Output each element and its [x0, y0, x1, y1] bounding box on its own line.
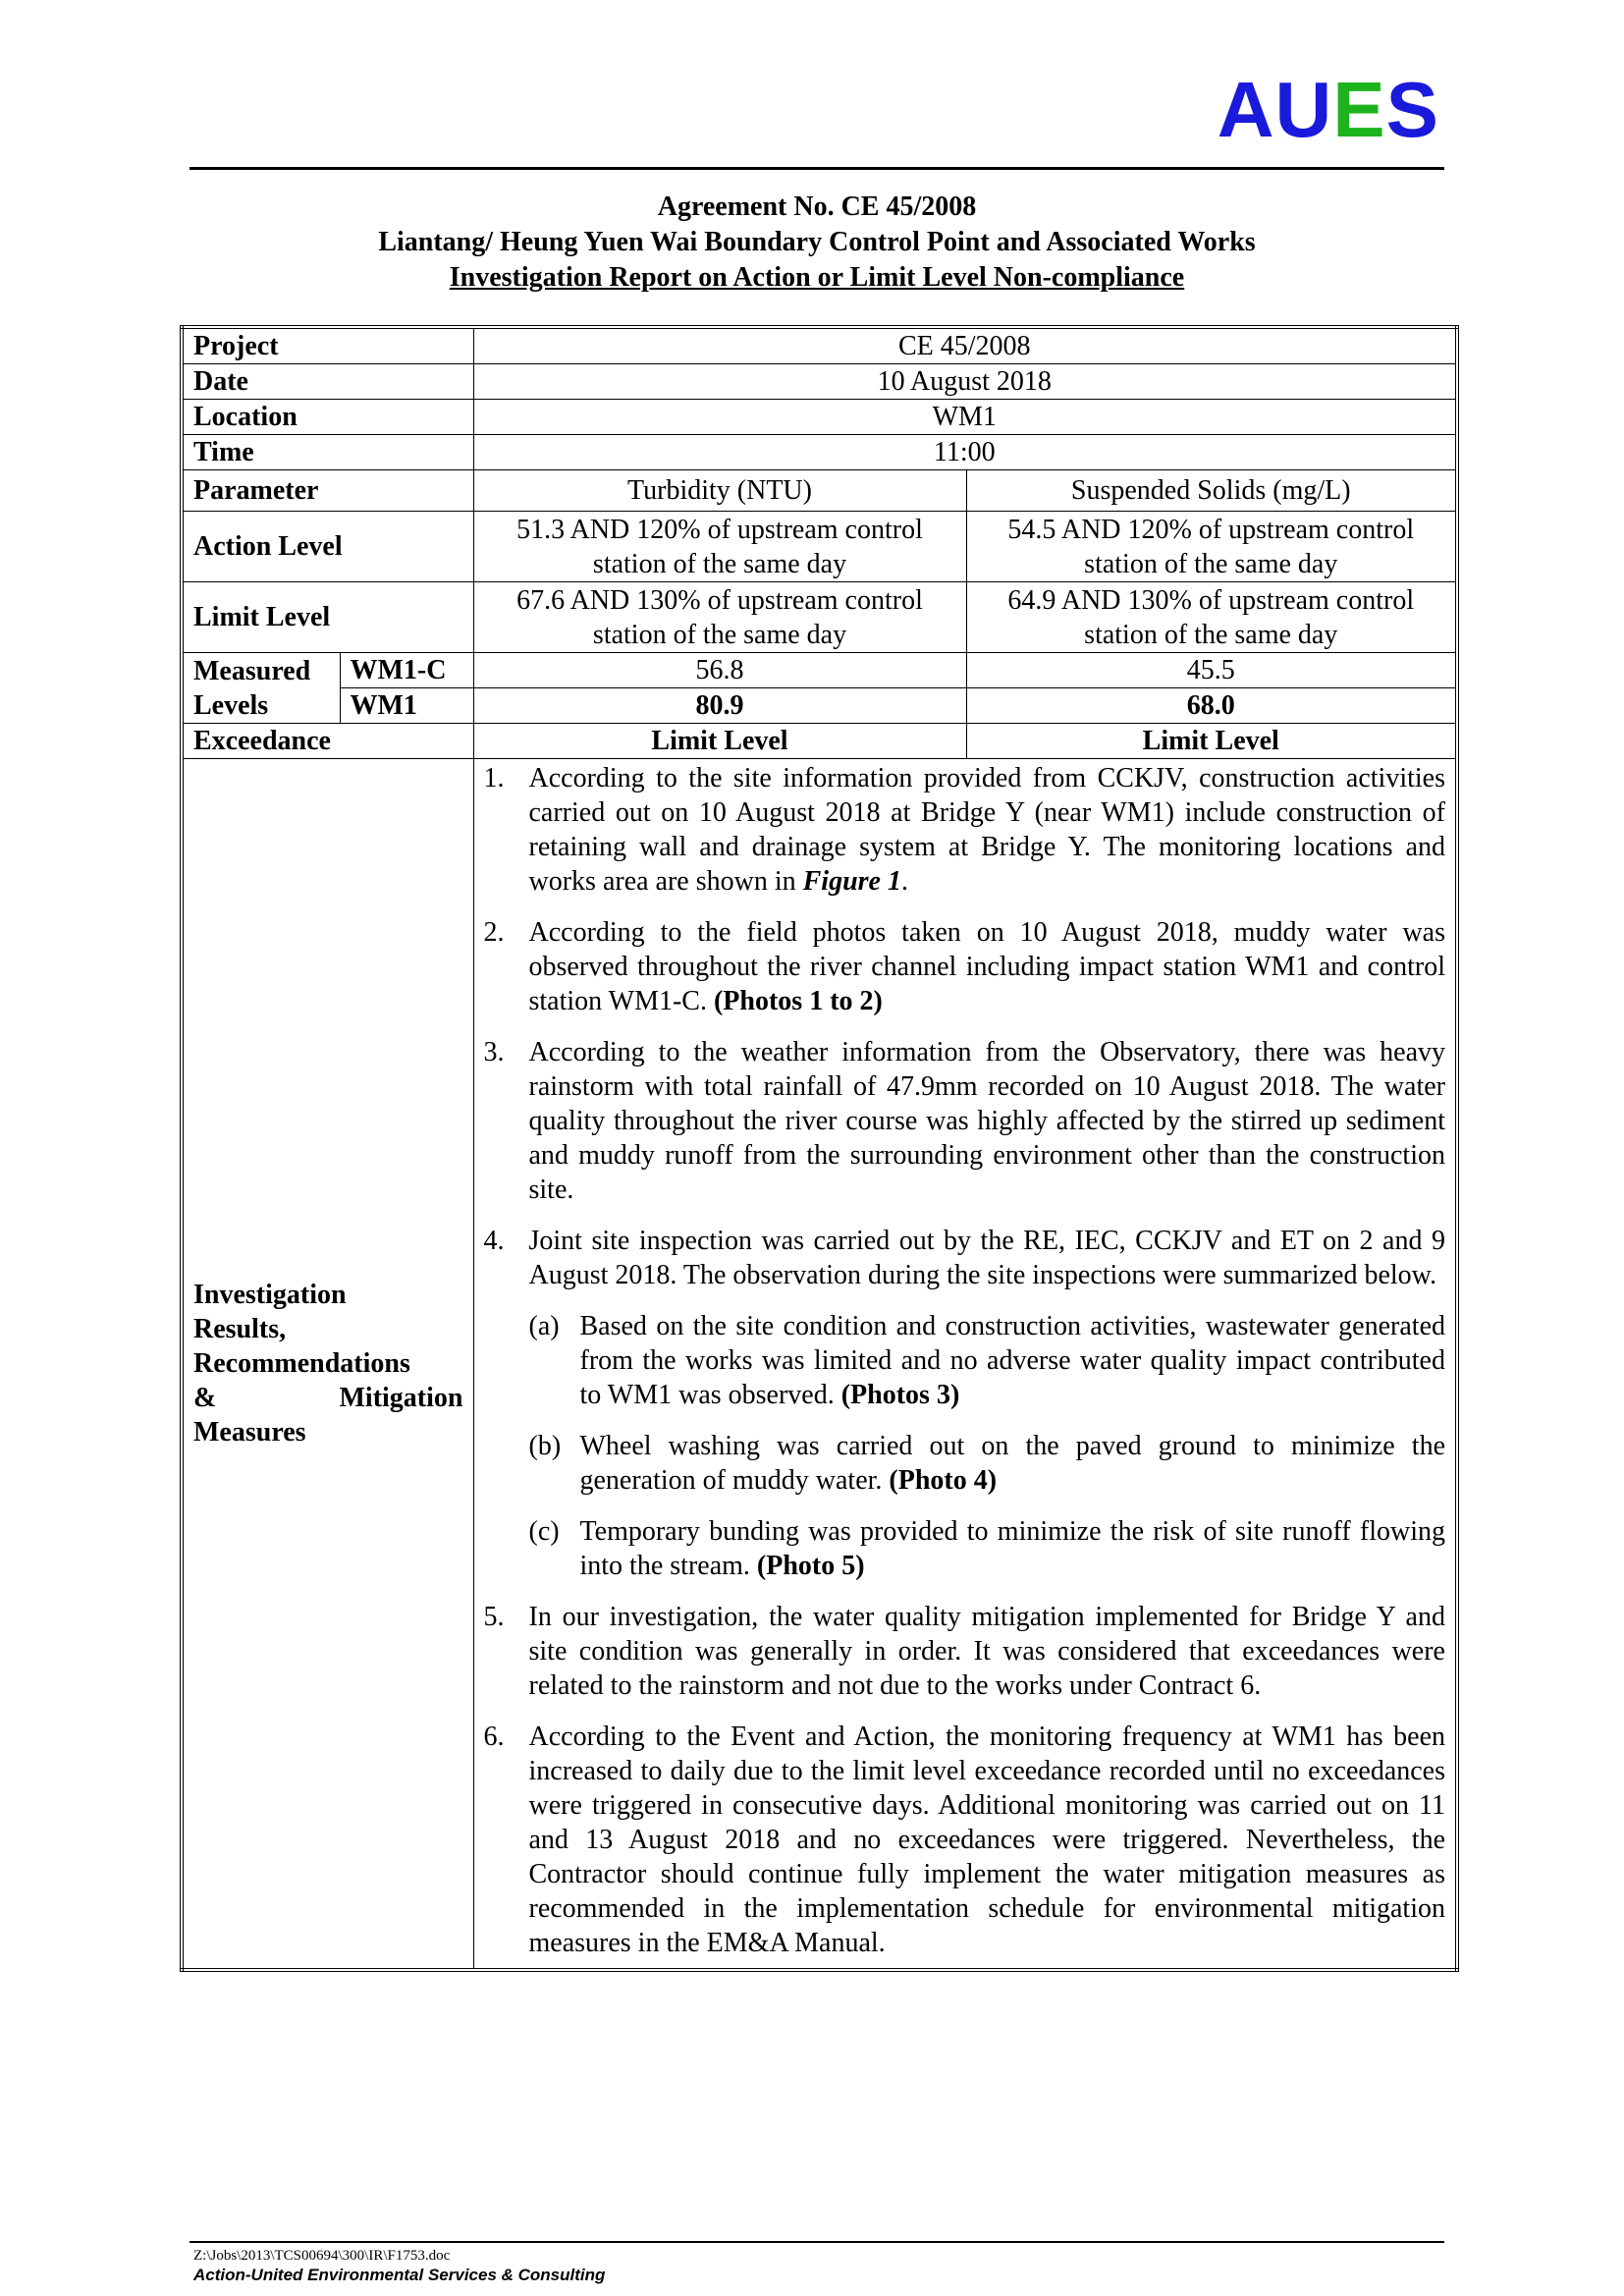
exceedance-suspended-solids: Limit Level: [966, 724, 1457, 759]
wm1-c-turbidity: 56.8: [473, 653, 966, 688]
finding-4: 4. Joint site inspection was carried out by the RE, IEC, CCKJV and ET on 2 and 9 August 2018. The observation during the site inspections were summarized below. (a) Based on the site condition and construction activities, wastewater generated from the works was limited and no adverse water quality impact contributed to WM1 was observed. (Photos 3) (b) Wheel washing was carried out on the paved ground to minimize the generation of muddy water. (Photo 4) (c) Temporary bunding was provided to minimize the risk of site runoff flowing into the stream. (Photo 5): [483, 1226, 1445, 1581]
findings-list: [474, 761, 1446, 1960]
footer-file-path: Z:\Jobs\2013\TCS00694\300\IR\F1753.doc: [193, 2248, 451, 2264]
observation-a: (a) Based on the site condition and construction activities, wastewater generated from the works was limited and no adverse water quality impact contributed to WM1 was observed. (Photos 3): [528, 1311, 1445, 1410]
date-label: Date: [182, 364, 473, 400]
wm1-suspended-solids: 68.0: [966, 688, 1457, 724]
action-level-suspended-solids: 54.5 AND 120% of upstream control station of the same day: [966, 512, 1457, 582]
exceedance-label: Exceedance: [182, 724, 473, 759]
investigation-table: [180, 325, 1459, 1972]
observation-c: (c) Temporary bunding was provided to minimize the risk of site runoff flowing into the stream. (Photo 5): [528, 1516, 1445, 1581]
limit-level-turbidity: 67.6 AND 130% of upstream control station of the same day: [473, 582, 966, 653]
wm1-c-suspended-solids: 45.5: [966, 653, 1457, 688]
agreement-number: Agreement No. CE 45/2008: [657, 191, 977, 222]
measured-levels-label: Measured Levels: [182, 653, 340, 724]
parameter-label: Parameter: [182, 470, 473, 512]
date-value: 10 August 2018: [473, 364, 1457, 400]
finding-6: 6. According to the Event and Action, the monitoring frequency at WM1 has been increased to daily due to the limit level exceedance recorded until no exceedances were triggered in consecutive days. Additional monitoring was carried out on 11 and 13 August 2018 and no exceedances were triggered. Nevertheless, the Contractor should continue fully implement the water mitigation measures as recommended in the implementation schedule for environmental mitigation measures in the EM&A Manual.: [483, 1722, 1445, 1958]
figure-reference: Figure 1: [802, 866, 901, 897]
document-header: [189, 190, 1444, 296]
investigation-findings: [473, 759, 1457, 1971]
limit-level-suspended-solids: 64.9 AND 130% of upstream control station of the same day: [966, 582, 1457, 653]
footer-divider: [189, 2241, 1444, 2243]
wm1-turbidity: 80.9: [473, 688, 966, 724]
finding-5: 5. In our investigation, the water quality mitigation implemented for Bridge Y and site condition was generally in order. It was considered that exceedances were related to the rainstorm and not due to the works under Contract 6.: [483, 1602, 1445, 1701]
company-logo: AUES: [1217, 66, 1439, 153]
project-value: CE 45/2008: [473, 327, 1457, 364]
report-title: Investigation Report on Action or Limit Level Non-compliance: [449, 262, 1185, 293]
time-value: 11:00: [473, 435, 1457, 470]
limit-level-label: Limit Level: [182, 582, 473, 653]
finding-2: 2. According to the field photos taken on 10 August 2018, muddy water was observed throughout the river channel including impact station WM1 and control station WM1-C. (Photos 1 to 2): [483, 917, 1445, 1016]
location-value: WM1: [473, 400, 1457, 435]
finding-3: 3. According to the weather information from the Observatory, there was heavy rainstorm with total rainfall of 47.9mm recorded on 10 August 2018. The water quality throughout the river course was highly affected by the stirred up sediment and muddy runoff from the surrounding environment other than the construction site.: [483, 1037, 1445, 1205]
time-label: Time: [182, 435, 473, 470]
project-title: Liantang/ Heung Yuen Wai Boundary Control Point and Associated Works: [378, 227, 1256, 257]
project-label: Project: [182, 327, 473, 364]
action-level-turbidity: 51.3 AND 120% of upstream control station of the same day: [473, 512, 966, 582]
observation-list: [529, 1309, 1446, 1583]
station-wm1-c: WM1-C: [340, 653, 473, 688]
observation-b: (b) Wheel washing was carried out on the paved ground to minimize the generation of muddy water. (Photo 4): [528, 1431, 1445, 1496]
parameter-turbidity: Turbidity (NTU): [473, 470, 966, 512]
location-label: Location: [182, 400, 473, 435]
exceedance-turbidity: Limit Level: [473, 724, 966, 759]
finding-1: 1. According to the site information provided from CCKJV, construction activities carried out on 10 August 2018 at Bridge Y (near WM1) include construction of retaining wall and drainage system at Bridge Y. The monitoring locations and works area are shown in Figure 1.: [483, 763, 1445, 897]
action-level-label: Action Level: [182, 512, 473, 582]
footer-company: Action-United Environmental Services & Consulting: [193, 2266, 606, 2284]
header-divider: [189, 167, 1444, 170]
parameter-suspended-solids: Suspended Solids (mg/L): [966, 470, 1457, 512]
station-wm1: WM1: [340, 688, 473, 724]
investigation-label: Investigation Results, Recommendations & Mitigation Measures: [182, 759, 473, 1971]
